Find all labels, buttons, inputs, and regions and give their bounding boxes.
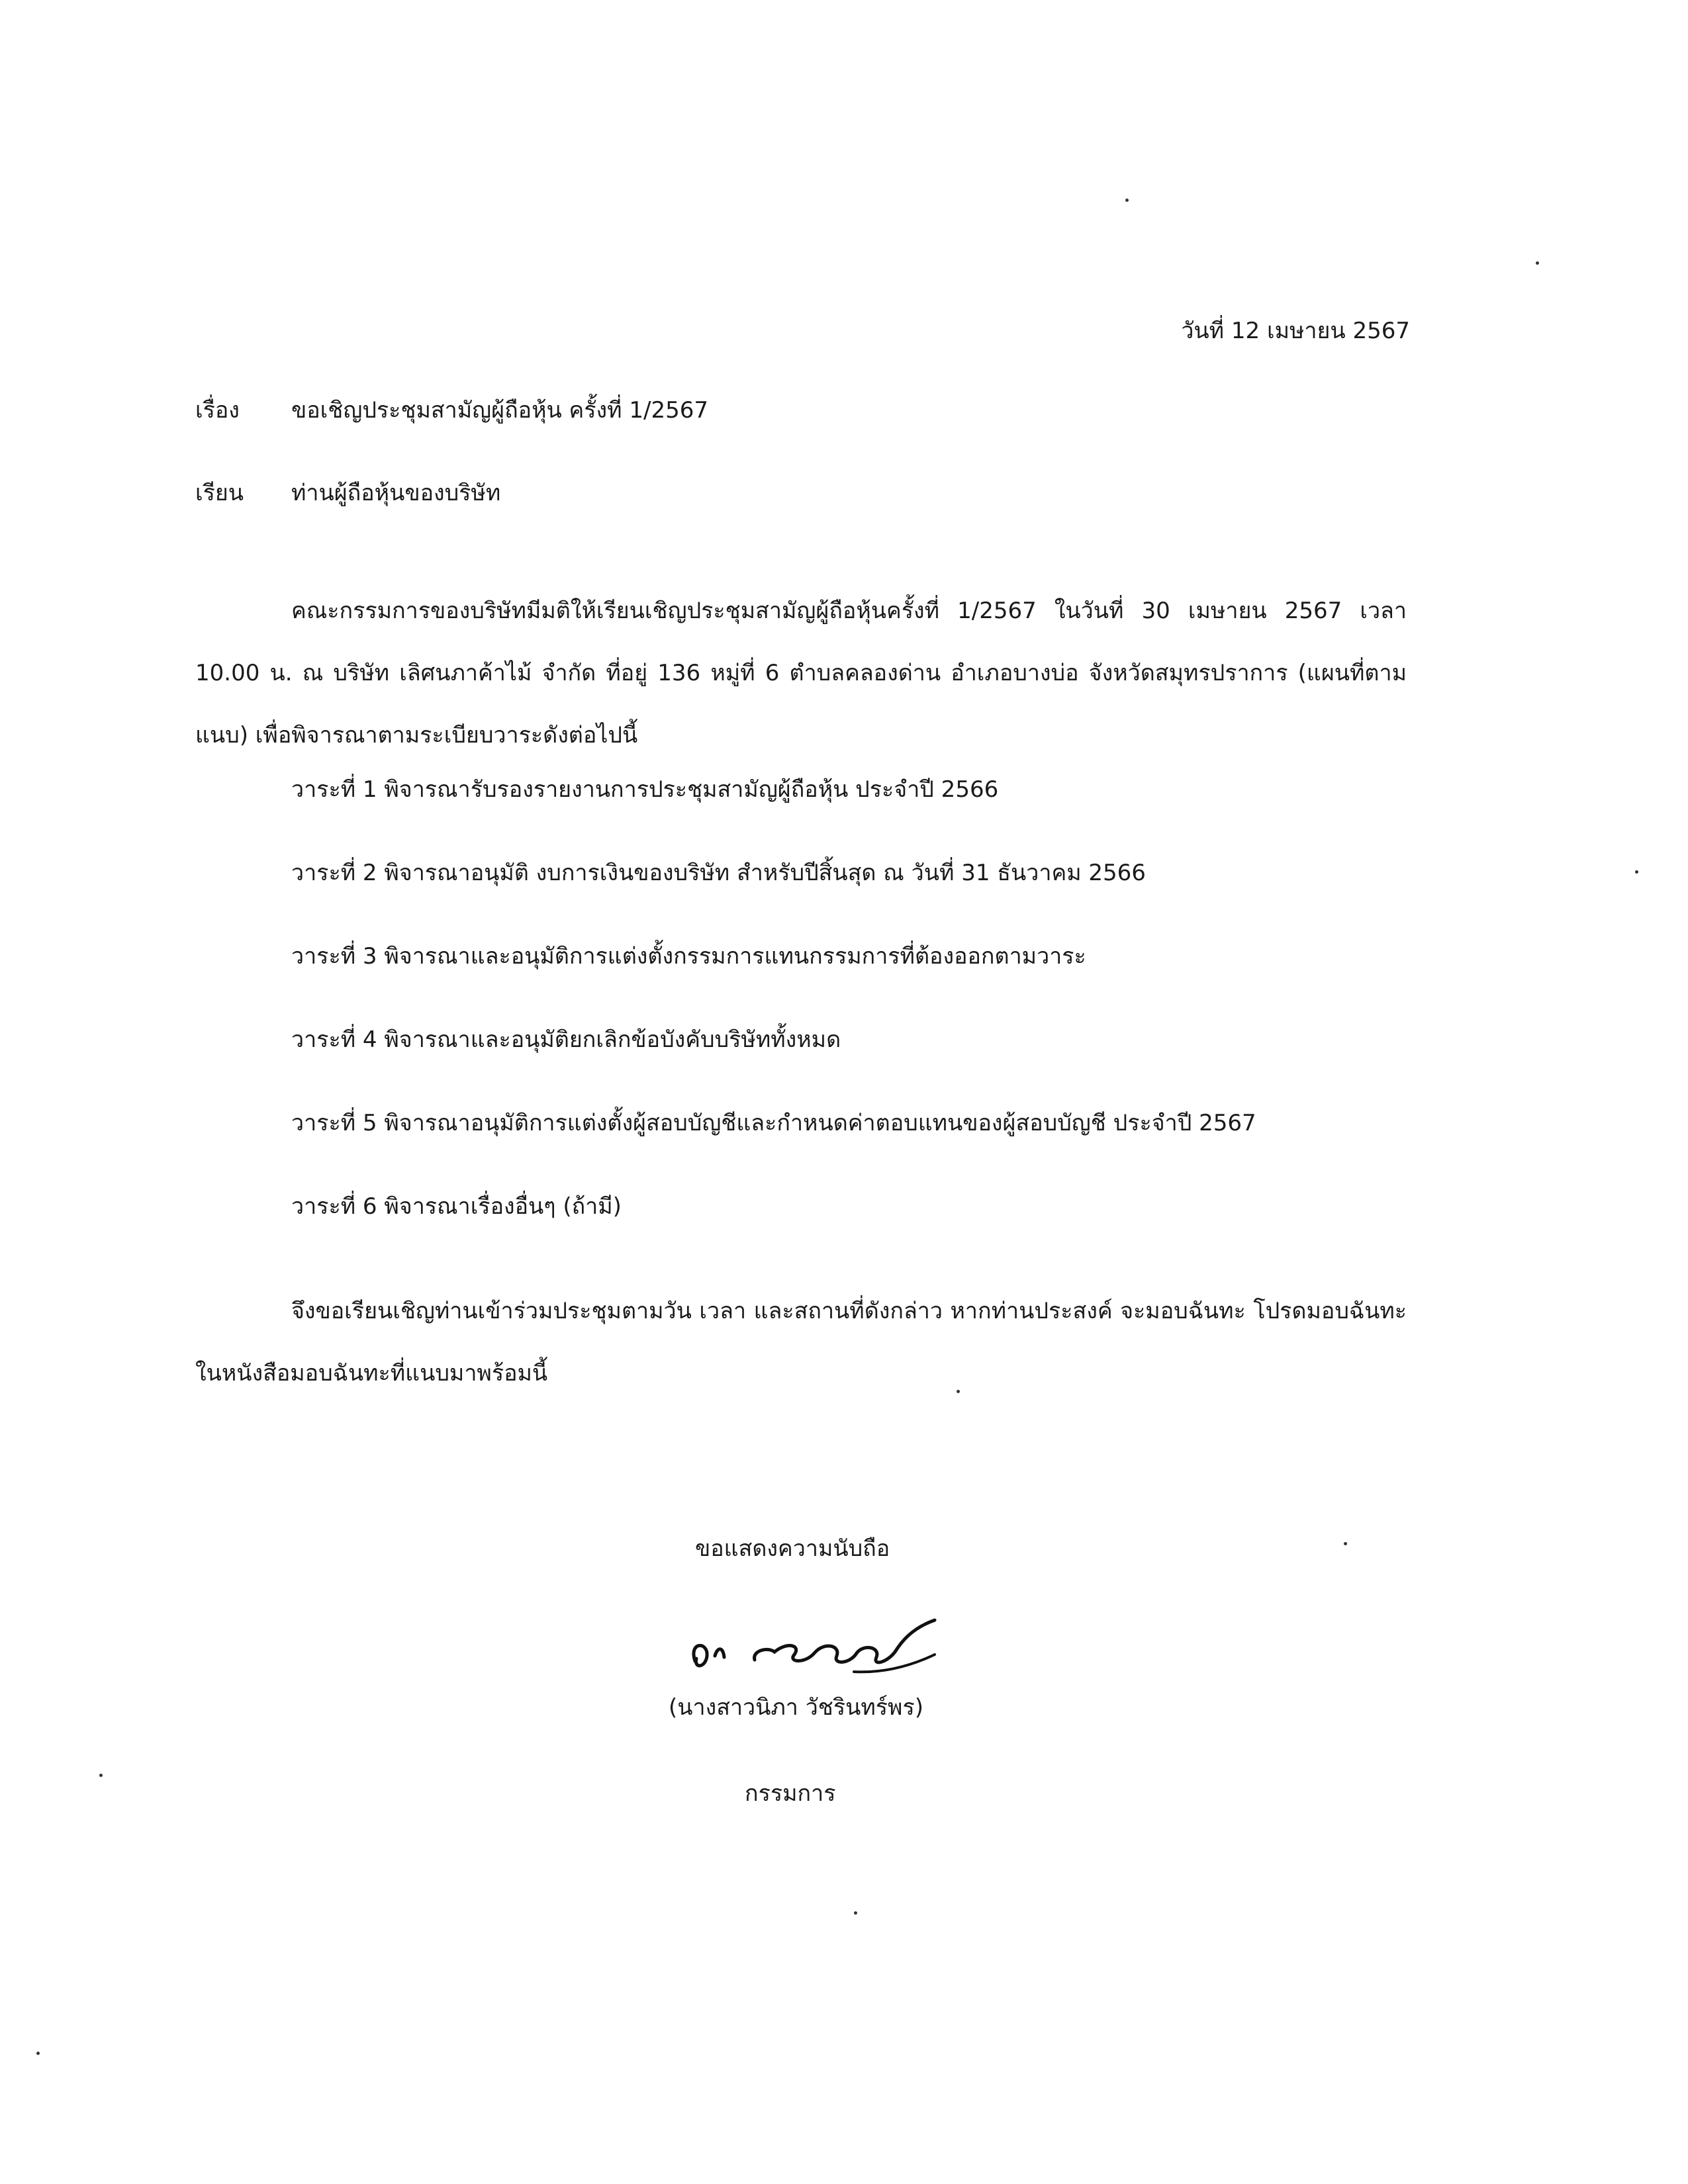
scan-speck <box>36 2052 40 2055</box>
scan-speck <box>99 1774 103 1777</box>
salutation-label: เรียน <box>195 480 244 506</box>
agenda-item: วาระที่ 2 พิจารณาอนุมัติ งบการเงินของบริษัท สำหรับปีสิ้นสุด ณ วันที่ 31 ธันวาคม 2566 <box>291 860 1146 886</box>
agenda-list <box>291 748 1417 1248</box>
subject-text: ขอเชิญประชุมสามัญผู้ถือหุ้น ครั้งที่ 1/2567 <box>291 397 708 424</box>
agenda-item: วาระที่ 6 พิจารณาเรื่องอื่นๆ (ถ้ามี) <box>291 1193 622 1220</box>
scan-speck <box>1635 870 1638 874</box>
closing-salutation: ขอแสดงความนับถือ <box>695 1535 890 1562</box>
scan-speck <box>1536 261 1539 265</box>
letter-date: วันที่ 12 เมษายน 2567 <box>1181 318 1410 344</box>
scan-speck <box>1344 1542 1347 1545</box>
subject-label: เรื่อง <box>195 397 240 424</box>
scan-speck <box>1125 199 1129 202</box>
salutation-text: ท่านผู้ถือหุ้นของบริษัท <box>291 480 501 506</box>
scan-speck <box>854 1911 857 1915</box>
intro-paragraph: คณะกรรมการของบริษัทมีมติให้เรียนเชิญประชุมสามัญผู้ถือหุ้นครั้งที่ 1/2567 ในวันที่ 30 เมษายน 2567 เวลา 10.00 น. ณ บริษัท เลิศนภาค้าไม้ จำกัด ที่อยู่ 136 หมู่ที่ 6 ตำบลคลองด่าน อำเภอบางบ่อ จังหวัดสมุทรปราการ (แผนที่ตามแนบ) เพื่อพิจารณาตามระเบียบวาระดังต่อไปนี้ <box>195 598 1407 749</box>
agenda-item: วาระที่ 3 พิจารณาและอนุมัติการแต่งตั้งกรรมการแทนกรรมการที่ต้องออกตามวาระ <box>291 943 1086 970</box>
agenda-item: วาระที่ 1 พิจารณารับรองรายงานการประชุมสามัญผู้ถือหุ้น ประจำปี 2566 <box>291 776 999 803</box>
scan-speck <box>957 1390 960 1393</box>
agenda-item: วาระที่ 5 พิจารณาอนุมัติการแต่งตั้งผู้สอบบัญชีและกำหนดค่าตอบแทนของผู้สอบบัญชี ประจำปี 2567 <box>291 1110 1256 1136</box>
handwritten-signature <box>688 1615 966 1688</box>
closing-paragraph: จึงขอเรียนเชิญท่านเข้าร่วมประชุมตามวัน เวลา และสถานที่ดังกล่าว หากท่านประสงค์ จะมอบฉันทะ โปรดมอบฉันทะในหนังสือมอบฉันทะที่แนบมาพร้อมนี้ <box>195 1298 1407 1387</box>
signer-name: (นางสาวนิภา วัชรินทร์พร) <box>669 1694 923 1721</box>
agenda-item: วาระที่ 4 พิจารณาและอนุมัติยกเลิกข้อบังคับบริษัททั้งหมด <box>291 1026 841 1053</box>
signer-title: กรรมการ <box>745 1780 836 1807</box>
